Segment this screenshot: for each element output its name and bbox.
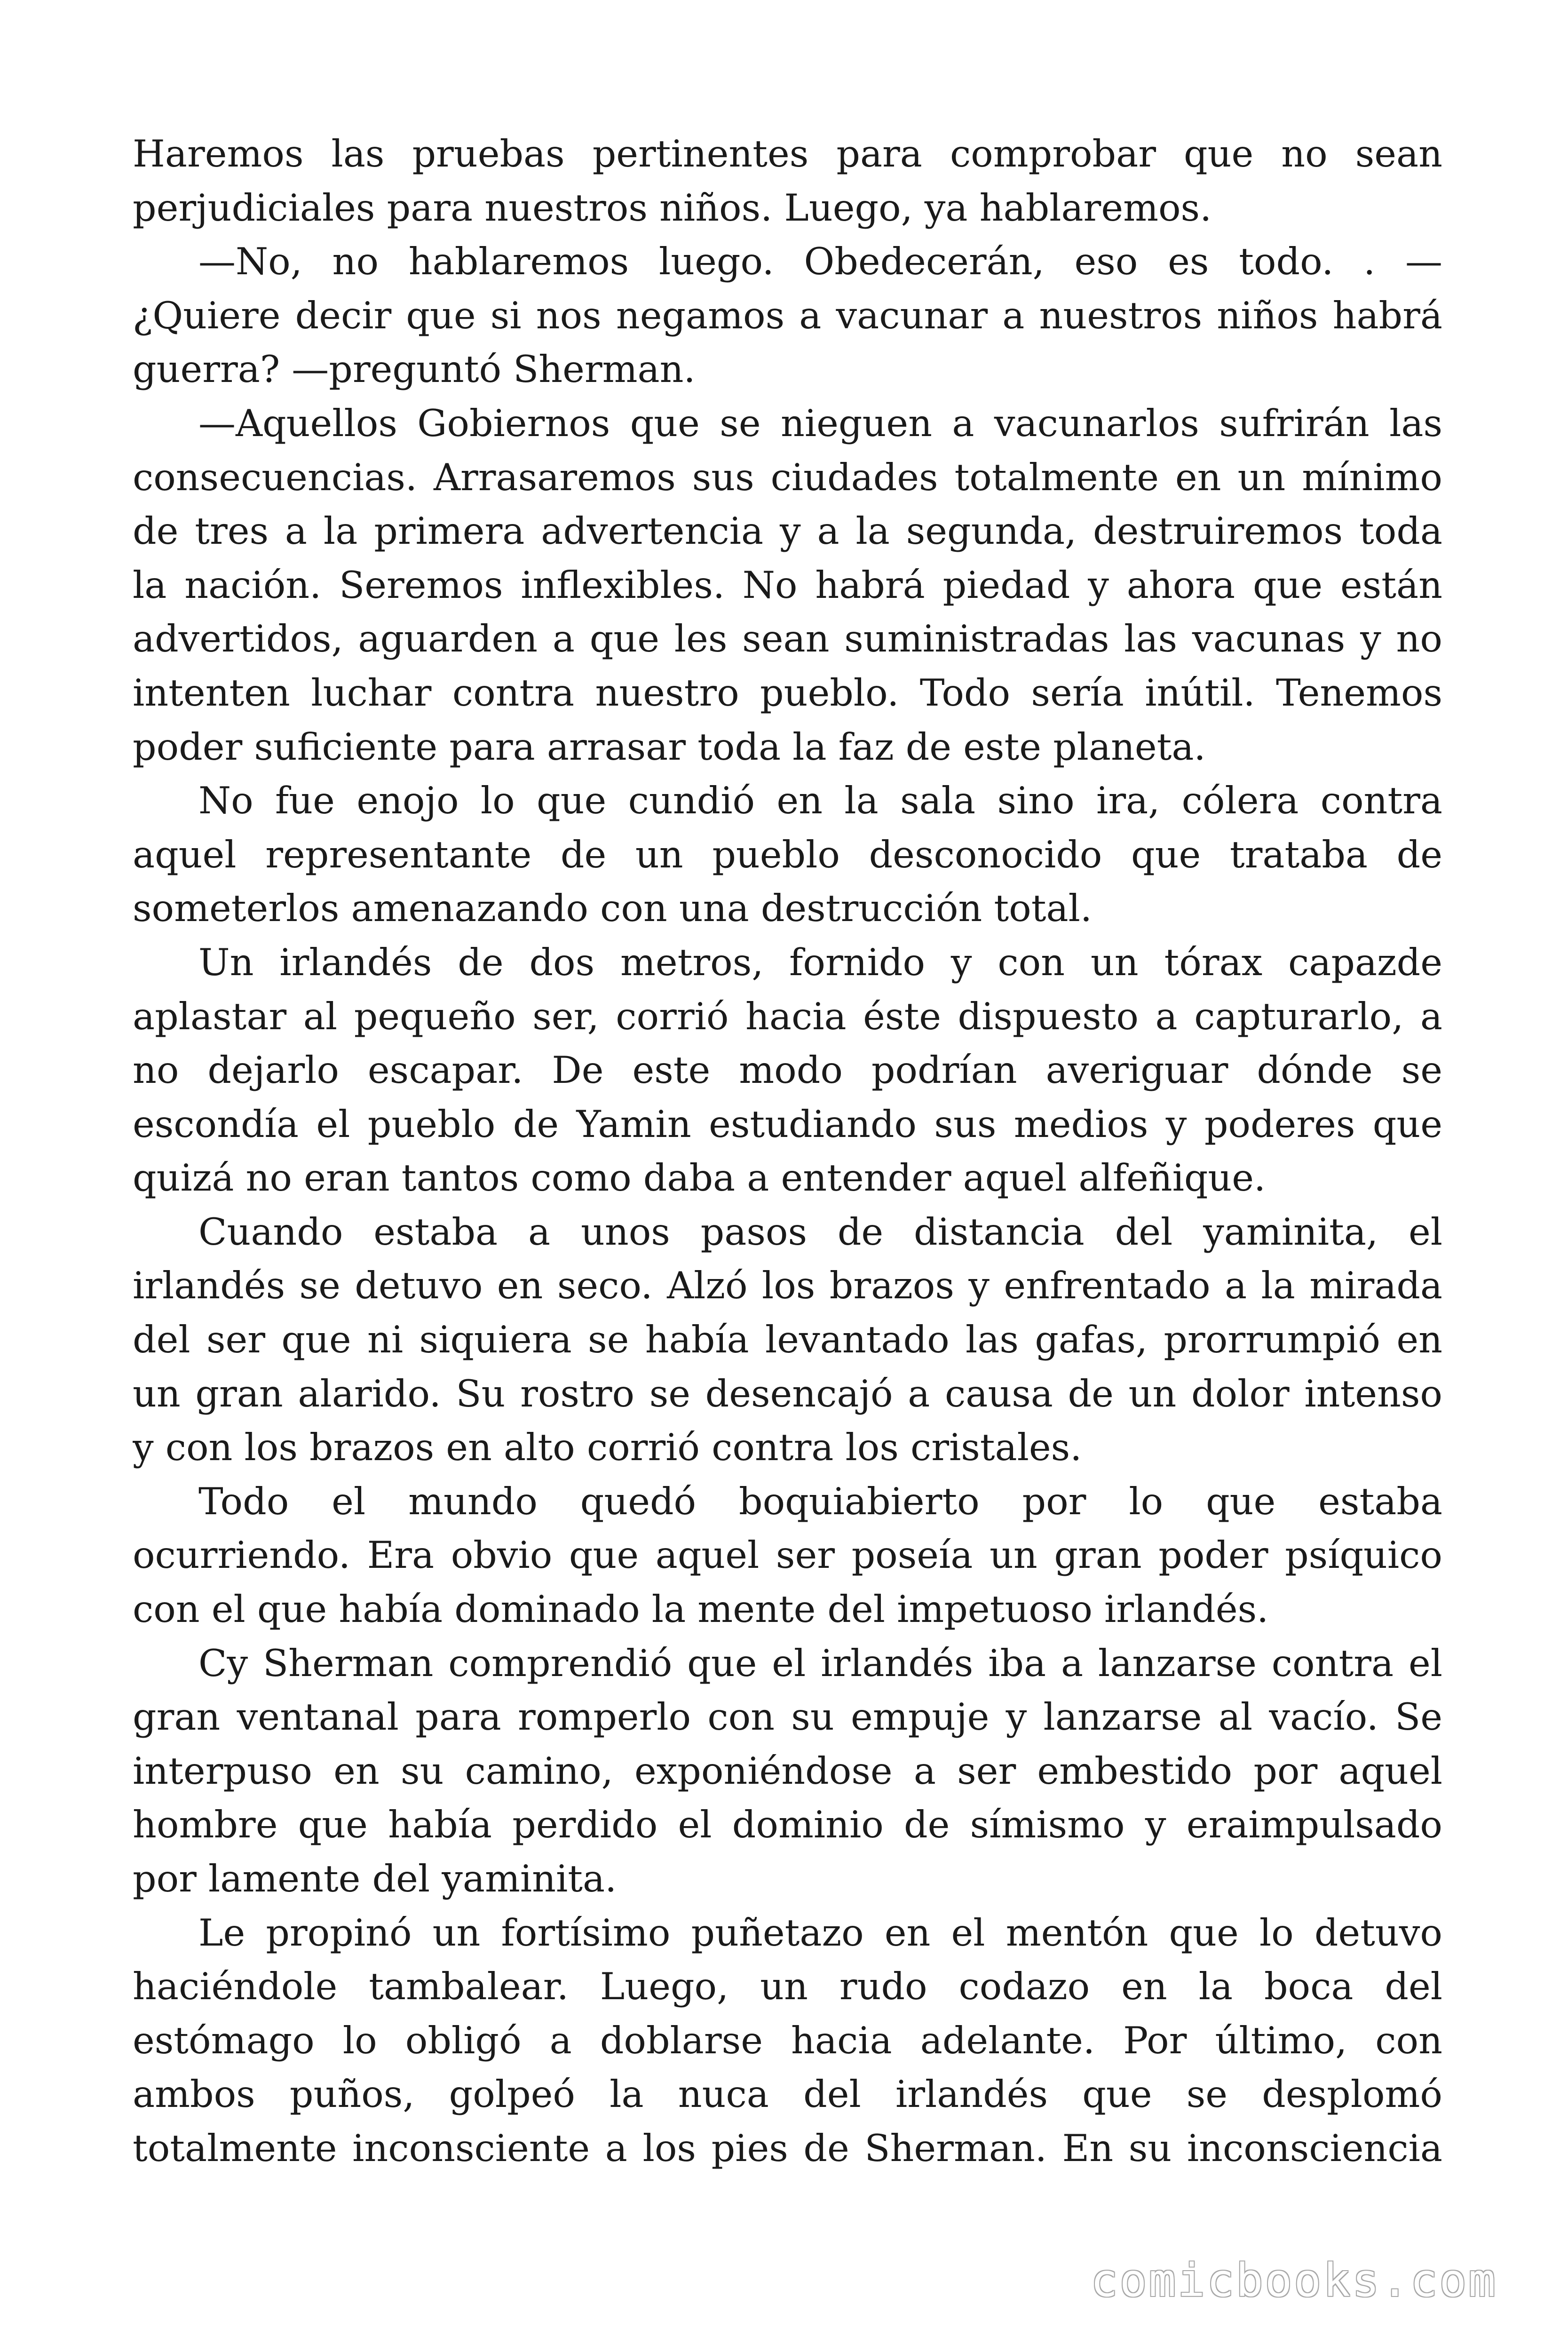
text-line: Cy Sherman comprendió que el irlandés iba a lanzarse contra el	[198, 1641, 1442, 1685]
text-line: un gran alarido. Su rostro se desencajó a causa de un dolor intenso	[133, 1372, 1442, 1415]
book-page-text	[133, 127, 1442, 2176]
text-line: no dejarlo escapar. De este modo podrían averiguar dónde se	[133, 1049, 1442, 1092]
text-line: advertidos, aguarden a que les sean suministradas las vacunas y no	[133, 617, 1442, 661]
text-line: Todo el mundo quedó boquiabierto por lo que estaba	[198, 1479, 1442, 1523]
text-line: Haremos las pruebas pertinentes para comprobar que no sean	[133, 132, 1442, 175]
text-line: Le propinó un fortísimo puñetazo en el mentón que lo detuvo	[198, 1911, 1442, 1955]
text-line: ambos puños, golpeó la nuca del irlandés que se desplomó	[133, 2073, 1442, 2116]
text-line: estómago lo obligó a doblarse hacia adelante. Por último, con	[133, 2018, 1442, 2062]
watermark: comicbooks.com	[1090, 2254, 1497, 2307]
text-line: Cuando estaba a unos pasos de distancia del yaminita, el	[198, 1210, 1442, 1254]
text-line: Un irlandés de dos metros, fornido y con un tórax capazde	[198, 940, 1442, 984]
text-line: No fue enojo lo que cundió en la sala sino ira, cólera contra	[198, 779, 1442, 823]
text-line: perjudiciales para nuestros niños. Luego, ya hablaremos.	[133, 186, 1212, 230]
text-line: haciéndole tambalear. Luego, un rudo codazo en la boca del	[133, 1965, 1442, 2009]
text-line: irlandés se detuvo en seco. Alzó los brazos y enfrentado a la mirada	[133, 1264, 1442, 1308]
text-line: y con los brazos en alto corrió contra los cristales.	[133, 1426, 1082, 1470]
text-line: escondía el pueblo de Yamin estudiando sus medios y poderes que	[133, 1102, 1442, 1146]
text-line: aplastar al pequeño ser, corrió hacia éste dispuesto a capturarlo, a	[133, 994, 1442, 1038]
text-line: de tres a la primera advertencia y a la segunda, destruiremos toda	[133, 509, 1442, 553]
text-line: interpuso en su camino, exponiéndose a ser embestido por aquel	[133, 1749, 1442, 1793]
text-line: del ser que ni siquiera se había levantado las gafas, prorrumpió en	[133, 1318, 1442, 1362]
text-line: con el que había dominado la mente del impetuoso irlandés.	[133, 1588, 1269, 1631]
text-line: guerra? —preguntó Sherman.	[133, 348, 696, 391]
text-line: consecuencias. Arrasaremos sus ciudades totalmente en un mínimo	[133, 455, 1442, 499]
text-line: aquel representante de un pueblo desconocido que trataba de	[133, 833, 1442, 876]
text-line: poder suficiente para arrasar toda la faz de este planeta.	[133, 725, 1206, 769]
text-line: —Aquellos Gobiernos que se nieguen a vacunarlos sufrirán las	[198, 401, 1442, 445]
text-line: someterlos amenazando con una destrucción total.	[133, 887, 1092, 930]
text-line: ocurriendo. Era obvio que aquel ser poseía un gran poder psíquico	[133, 1534, 1442, 1577]
text-line: —No, no hablaremos luego. Obedecerán, eso es todo. . —	[198, 240, 1442, 284]
text-line: por lamente del yaminita.	[133, 1857, 617, 1900]
text-line: intenten luchar contra nuestro pueblo. Todo sería inútil. Tenemos	[133, 671, 1442, 715]
text-line: la nación. Seremos inflexibles. No habrá piedad y ahora que están	[133, 563, 1442, 607]
text-line: gran ventanal para romperlo con su empuje y lanzarse al vacío. Se	[133, 1695, 1442, 1739]
text-line: hombre que había perdido el dominio de símismo y eraimpulsado	[133, 1803, 1442, 1847]
text-line: quizá no eran tantos como daba a entender aquel alfeñique.	[133, 1156, 1266, 1200]
text-line: ¿Quiere decir que si nos negamos a vacunar a nuestros niños habrá	[133, 294, 1442, 337]
text-line: totalmente inconsciente a los pies de Sherman. En su inconsciencia	[133, 2126, 1442, 2170]
